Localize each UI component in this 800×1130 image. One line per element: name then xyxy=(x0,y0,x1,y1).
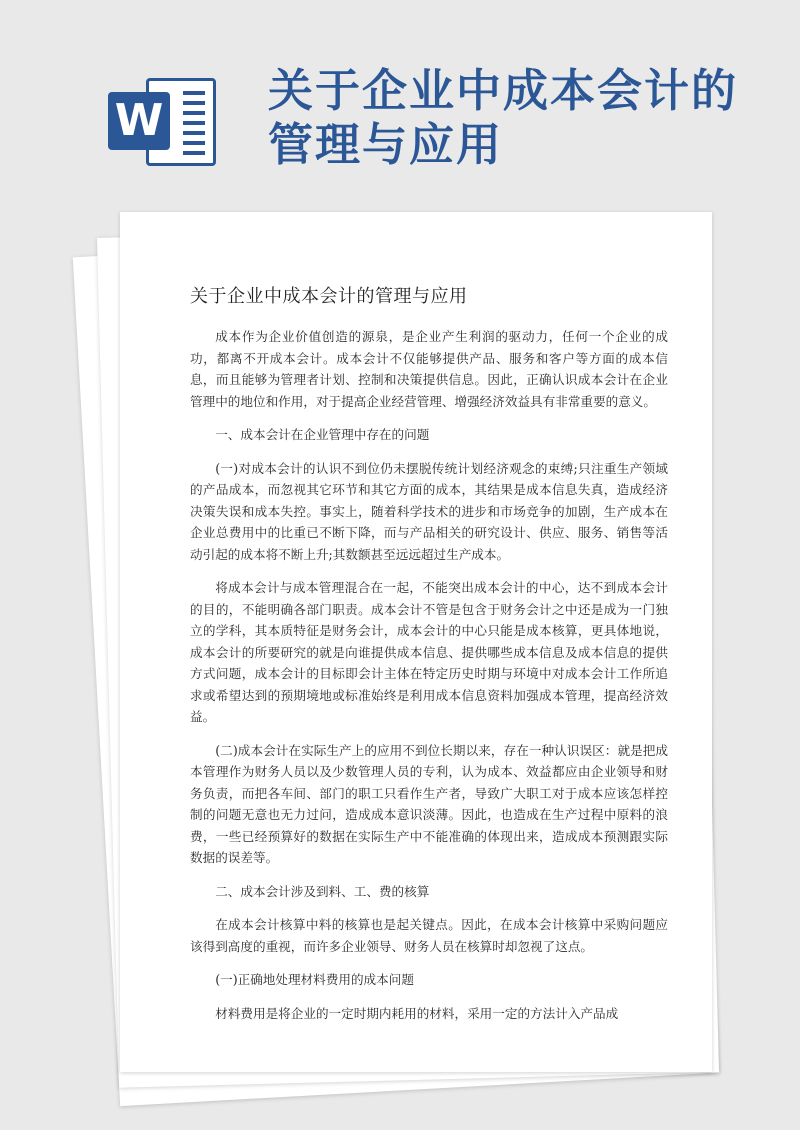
paragraph: (一)对成本会计的认识不到位仍未摆脱传统计划经济观念的束缚;只注重生产领域的产品成本，而忽视其它环节和其它方面的成本，其结果是成本信息失真，造成经济决策失误和成本失控。事实上，随着科学技术的进步和市场竞争的加剧，生产成本在企业总费用中的比重已不断下降，而与产品相关的研究设计、供应、服务、销售等活动引起的成本将不断上升;其数额甚至远远超过生产成本。 xyxy=(190,460,668,562)
paragraph: 将成本会计与成本管理混合在一起，不能突出成本会计的中心，达不到成本会计的目的，不能明确各部门职责。成本会计不管是包含于财务会计之中还是成为一门独立的学科，其本质特征是财务会计，成本会计的中心只能是成本核算，更具体地说，成本会计的所要研究的就是向谁提供成本信息、提供哪些成本信息及成本信息的提供方式问题，成本会计的目标即会计主体在特定历史时期与环境中对成本会计工作所追求或希望达到的预期境地或标准始终是利用成本信息资料加强成本管理，提高经济效益。 xyxy=(190,580,668,724)
word-icon: W xyxy=(108,92,170,150)
section-heading: 二、成本会计涉及到料、工、费的核算 xyxy=(215,883,430,899)
document-body xyxy=(190,326,668,1036)
paragraph: (二)成本会计在实际生产上的应用不到位长期以来，存在一种认识误区：就是把成本管理作为财务人员以及少数管理人员的专利，认为成本、效益都应由企业领导和财务负责，而把各车间、部门的职工只看作生产者，导致广大职工对于成本应该怎样控制的问题无意也无力过问，造成成本意识淡薄。因此，也造成在生产过程中原料的浪费，一些已经预算好的数据在实际生产中不能准确的体现出来，造成成本预测跟实际数据的误差等。 xyxy=(190,742,668,865)
paragraph: 材料费用是将企业的一定时期内耗用的材料，采用一定的方法计入产品成 xyxy=(215,1005,619,1021)
document-title: 关于企业中成本会计的管理与应用 xyxy=(190,286,468,307)
header-title: 关于企业中成本会计的管理与应用 xyxy=(268,64,739,171)
subsection-heading: (一)正确地处理材料费用的成本问题 xyxy=(215,972,414,987)
paragraph: 成本作为企业价值创造的源泉，是企业产生利润的驱动力，任何一个企业的成功，都离不开成本会计。成本会计不仅能够提供产品、服务和客户等方面的成本信息，而且能够为管理者计划、控制和决策提供信息。因此，正确认识成本会计在企业管理中的地位和作用，对于提高企业经营管理、增强经济效益具有非常重要的意义。 xyxy=(190,329,668,409)
word-logo xyxy=(108,70,218,170)
section-heading: 一、成本会计在企业管理中存在的问题 xyxy=(215,427,430,442)
paragraph: 在成本会计核算中料的核算也是起关键点。因此，在成本会计核算中采购问题应该得到高度的重视，而许多企业领导、财务人员在核算时却忽视了这点。 xyxy=(190,917,668,954)
